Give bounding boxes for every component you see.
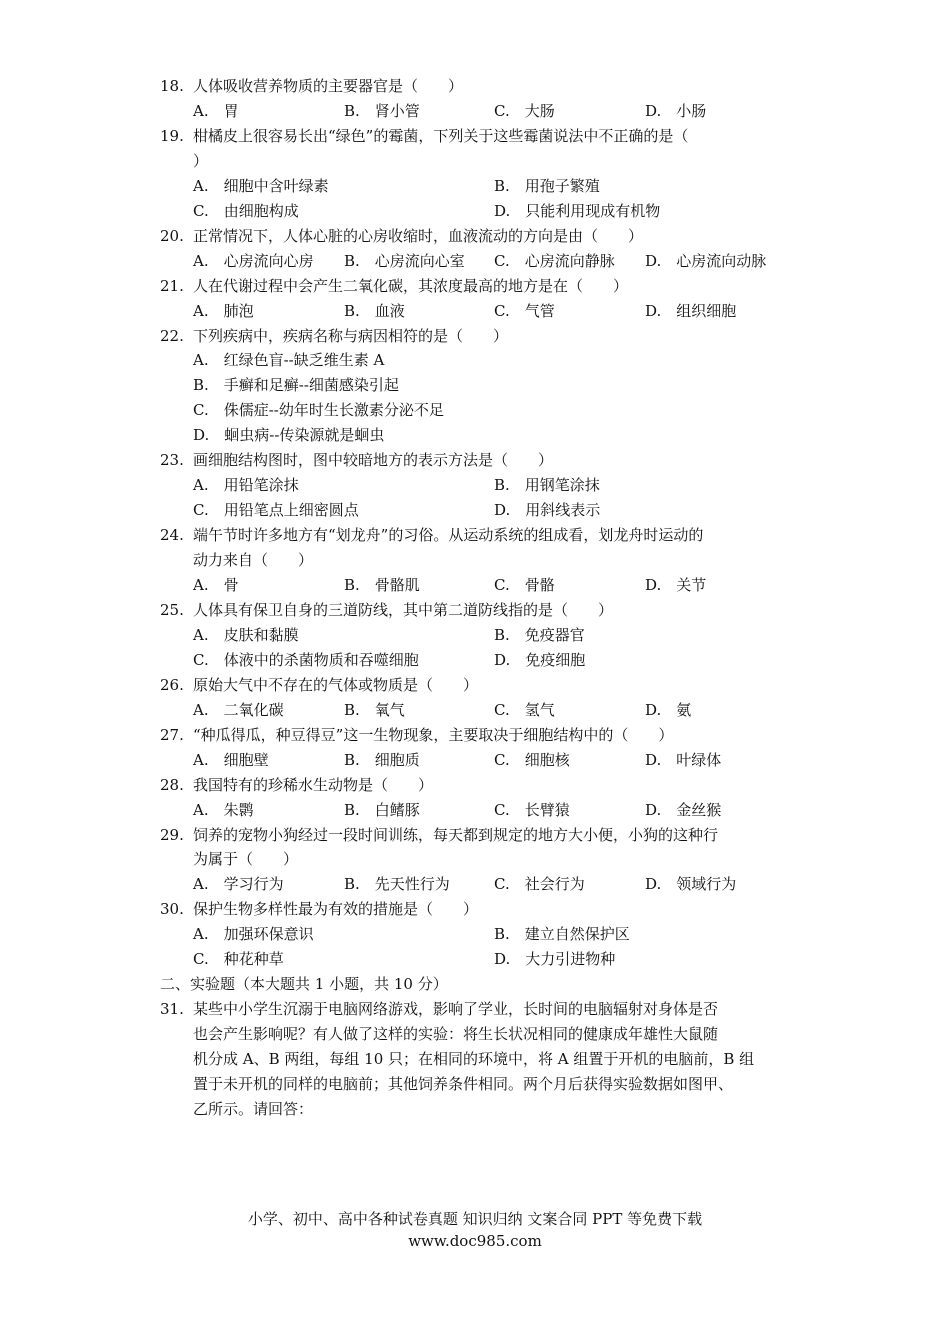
question-30-option: D. 大力引进物种: [494, 950, 616, 968]
question-18-option: A. 胃: [193, 102, 239, 120]
question-31-text: 机分成 A、B 两组，每组 10 只；在相同的环境中，将 A 组置于开机的电脑前，B 组: [193, 1050, 755, 1068]
question-25-option: D. 免疫细胞: [494, 651, 586, 669]
question-30-text: 保护生物多样性最为有效的措施是（ ）: [193, 900, 479, 918]
question-19-option: A. 细胞中含叶绿素: [193, 177, 329, 195]
question-18-option: C. 大肠: [494, 102, 555, 120]
question-28-option: D. 金丝猴: [645, 801, 722, 819]
question-26-option: D. 氨: [645, 701, 692, 719]
question-22-text: 下列疾病中，疾病名称与病因相符的是（ ）: [193, 327, 509, 345]
question-25-option: B. 免疫器官: [494, 626, 585, 644]
question-23-number: 23.: [160, 451, 184, 469]
question-22-number: 22.: [160, 327, 184, 345]
question-23-option: A. 用铅笔涂抹: [193, 476, 299, 494]
question-31-text: 置于未开机的同样的电脑前；其他饲养条件相同。两个月后获得实验数据如图甲、: [193, 1075, 734, 1093]
question-24-option: B. 骨骼肌: [344, 576, 420, 594]
question-26-number: 26.: [160, 676, 184, 694]
question-27-option: B. 细胞质: [344, 751, 420, 769]
question-19-option: C. 由细胞构成: [193, 202, 299, 220]
question-24-text: 动力来自（ ）: [193, 551, 314, 569]
question-18-text: 人体吸收营养物质的主要器官是（ ）: [193, 77, 464, 95]
question-20-option: D. 心房流向动脉: [645, 252, 767, 270]
question-20-option: A. 心房流向心房: [193, 252, 314, 270]
question-23-option: C. 用铅笔点上细密圆点: [193, 501, 359, 519]
question-24-number: 24.: [160, 526, 184, 544]
question-22-option: C. 侏儒症--幼年时生长激素分泌不足: [193, 401, 444, 419]
question-21-number: 21.: [160, 277, 184, 295]
footer-ad-text: 小学、初中、高中各种试卷真题 知识归纳 文案合同 PPT 等免费下载: [247, 1210, 703, 1228]
question-24-text: 端午节时许多地方有“划龙舟”的习俗。从运动系统的组成看，划龙舟时运动的: [193, 526, 704, 544]
question-22-option: D. 蛔虫病--传染源就是蛔虫: [193, 426, 385, 444]
question-30-option: B. 建立自然保护区: [494, 925, 630, 943]
question-25-option: A. 皮肤和黏膜: [193, 626, 299, 644]
question-31-text: 某些中小学生沉溺于电脑网络游戏，影响了学业，长时间的电脑辐射对身体是否: [193, 1000, 719, 1018]
question-26-option: B. 氧气: [344, 701, 405, 719]
question-19-text: 柑橘皮上很容易长出“绿色”的霉菌，下列关于这些霉菌说法中不正确的是（: [193, 127, 689, 145]
question-21-option: A. 肺泡: [193, 302, 254, 320]
question-22-option: B. 手癣和足癣--细菌感染引起: [193, 376, 399, 394]
question-29-option: C. 社会行为: [494, 875, 585, 893]
question-26-option: A. 二氧化碳: [193, 701, 284, 719]
question-26-option: C. 氢气: [494, 701, 555, 719]
question-24-option: D. 关节: [645, 576, 707, 594]
question-21-option: D. 组织细胞: [645, 302, 737, 320]
question-25-text: 人体具有保卫自身的三道防线，其中第二道防线指的是（ ）: [193, 601, 614, 619]
question-20-text: 正常情况下，人体心脏的心房收缩时，血液流动的方向是由（ ）: [193, 227, 644, 245]
question-28-number: 28.: [160, 776, 184, 794]
question-20-option: C. 心房流向静脉: [494, 252, 615, 270]
question-18-number: 18.: [160, 77, 184, 95]
question-29-number: 29.: [160, 826, 184, 844]
section-title: 二、实验题（本大题共 1 小题，共 10 分）: [160, 975, 448, 993]
question-30-option: A. 加强环保意识: [193, 925, 314, 943]
question-27-option: C. 细胞核: [494, 751, 570, 769]
question-29-text: 饲养的宠物小狗经过一段时间训练，每天都到规定的地方大小便，小狗的这种行: [193, 826, 719, 844]
question-19-option: B. 用孢子繁殖: [494, 177, 600, 195]
question-22-option: A. 红绿色盲--缺乏维生素 A: [193, 351, 385, 369]
question-19-text: ）: [193, 152, 209, 170]
question-27-text: “种瓜得瓜，种豆得豆”这一生物现象，主要取决于细胞结构中的（ ）: [193, 726, 674, 744]
question-28-option: B. 白鳍豚: [344, 801, 420, 819]
question-28-option: C. 长臂猿: [494, 801, 570, 819]
question-21-option: B. 血液: [344, 302, 405, 320]
question-29-option: A. 学习行为: [193, 875, 284, 893]
question-28-text: 我国特有的珍稀水生动物是（ ）: [193, 776, 434, 794]
question-31-text: 乙所示。请回答：: [193, 1100, 314, 1118]
question-18-option: D. 小肠: [645, 102, 707, 120]
question-29-option: D. 领域行为: [645, 875, 737, 893]
question-23-text: 画细胞结构图时，图中较暗地方的表示方法是（ ）: [193, 451, 554, 469]
question-26-text: 原始大气中不存在的气体或物质是（ ）: [193, 676, 479, 694]
question-27-option: A. 细胞壁: [193, 751, 269, 769]
question-21-option: C. 气管: [494, 302, 555, 320]
question-29-text: 为属于（ ）: [193, 850, 299, 868]
question-29-option: B. 先天性行为: [344, 875, 450, 893]
question-27-option: D. 叶绿体: [645, 751, 722, 769]
question-23-option: D. 用斜线表示: [494, 501, 601, 519]
question-24-option: A. 骨: [193, 576, 239, 594]
question-28-option: A. 朱鹮: [193, 801, 254, 819]
question-25-number: 25.: [160, 601, 184, 619]
question-19-option: D. 只能利用现成有机物: [494, 202, 661, 220]
question-21-text: 人在代谢过程中会产生二氧化碳，其浓度最高的地方是在（ ）: [193, 277, 629, 295]
question-20-number: 20.: [160, 227, 184, 245]
question-31-number: 31.: [160, 1000, 184, 1018]
question-27-number: 27.: [160, 726, 184, 744]
question-30-number: 30.: [160, 900, 184, 918]
footer-website: www.doc985.com: [408, 1232, 542, 1250]
question-31-text: 也会产生影响呢？有人做了这样的实验：将生长状况相同的健康成年雄性大鼠随: [193, 1025, 719, 1043]
question-18-option: B. 肾小管: [344, 102, 420, 120]
question-25-option: C. 体液中的杀菌物质和吞噬细胞: [193, 651, 419, 669]
question-23-option: B. 用钢笔涂抹: [494, 476, 600, 494]
question-24-option: C. 骨骼: [494, 576, 555, 594]
question-19-number: 19.: [160, 127, 184, 145]
question-30-option: C. 种花种草: [193, 950, 284, 968]
question-20-option: B. 心房流向心室: [344, 252, 465, 270]
